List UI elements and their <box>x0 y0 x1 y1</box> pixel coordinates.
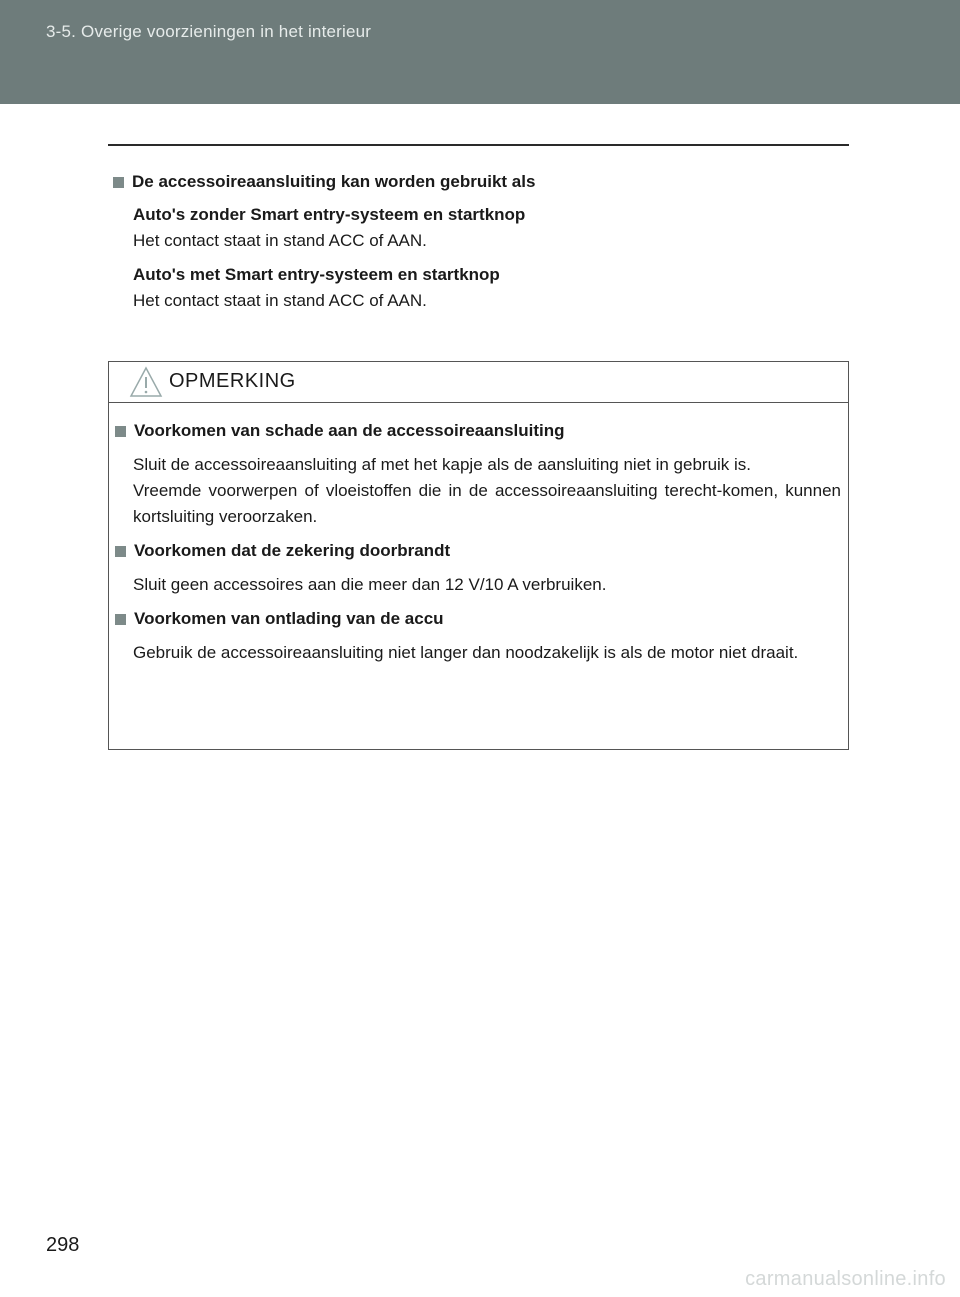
item-title: Auto's zonder Smart entry-systeem en startknop <box>133 205 526 224</box>
bullet-square-icon <box>113 177 124 188</box>
bullet-square-icon <box>115 546 126 557</box>
notice-header <box>109 362 848 403</box>
item-text: Het contact staat in stand ACC of AAN. <box>133 291 427 310</box>
section-heading-text: De accessoireaansluiting kan worden gebruikt als <box>132 172 536 191</box>
notice-item-heading <box>115 608 841 630</box>
notice-item-text <box>133 640 841 666</box>
notice-item <box>115 608 841 666</box>
notice-item <box>115 420 841 530</box>
notice-item-heading-text: Voorkomen van schade aan de accessoireaansluiting <box>134 421 565 440</box>
notice-body <box>115 420 841 676</box>
item-text: Het contact staat in stand ACC of AAN. <box>133 231 427 250</box>
notice-item-heading-text: Voorkomen dat de zekering doorbrandt <box>134 541 451 560</box>
notice-paragraph: Sluit geen accessoires aan die meer dan 12 V/10 A verbruiken. <box>133 575 607 594</box>
page-header <box>0 0 960 104</box>
notice-box <box>108 361 849 750</box>
notice-item-heading <box>115 540 841 562</box>
section-item <box>133 201 843 253</box>
warning-triangle-icon <box>129 366 163 398</box>
section-heading <box>113 171 843 193</box>
notice-item-text <box>133 452 841 530</box>
bullet-square-icon <box>115 614 126 625</box>
section-item <box>133 261 843 313</box>
chapter-title: 3-5. Overige voorzieningen in het interieur <box>46 22 372 41</box>
notice-paragraph: Gebruik de accessoireaansluiting niet langer dan noodzakelijk is als de motor niet draait. <box>133 643 799 662</box>
bullet-square-icon <box>115 426 126 437</box>
notice-item-text <box>133 572 841 598</box>
notice-paragraph: Vreemde voorwerpen of vloeistoffen die in de accessoireaansluiting terecht-komen, kunnen kortsluiting veroorzaken. <box>133 481 841 526</box>
notice-paragraph: Sluit de accessoireaansluiting af met het kapje als de aansluiting niet in gebruik is. <box>133 455 752 474</box>
notice-title: OPMERKING <box>169 370 296 392</box>
watermark: carmanualsonline.info <box>745 1268 946 1290</box>
notice-item <box>115 540 841 598</box>
info-section <box>113 171 843 313</box>
item-title: Auto's met Smart entry-systeem en startknop <box>133 265 500 284</box>
page-number: 298 <box>46 1234 80 1256</box>
notice-item-heading <box>115 420 841 442</box>
notice-item-heading-text: Voorkomen van ontlading van de accu <box>134 609 444 628</box>
top-rule <box>108 144 849 146</box>
